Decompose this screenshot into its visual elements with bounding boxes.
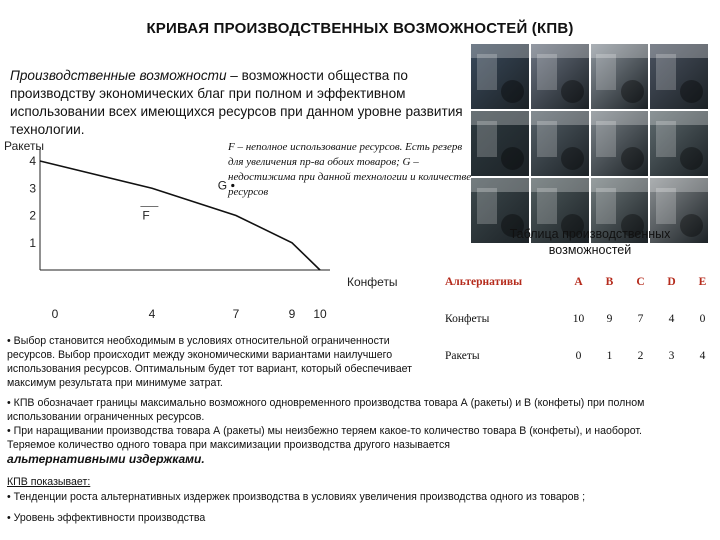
bullet-choice: • Выбор становится необходимым в условиях относительной ограниченности ресурсов. Выбор происходит между экономическими вариантами наилучшего использования ресурсов. Оптимальным будет тот вариант, который обеспечивает максимум результата при минимуме затрат. <box>7 335 413 389</box>
table-header-cell: Альтернативы <box>445 275 523 288</box>
table-header-row <box>441 263 718 300</box>
table-row-label: Ракеты <box>445 349 480 362</box>
table-cell: 0 <box>699 312 706 325</box>
table-cell: 4 <box>668 312 675 325</box>
kpv-shows-item-costs: • Тенденции роста альтернативных издержек производства в условиях увеличения производства одного из товаров ; <box>7 491 586 503</box>
factory-photo <box>650 111 708 176</box>
x-tick-label: 10 <box>313 307 327 321</box>
y-axis-label: Ракеты <box>4 139 45 153</box>
y-tick-label: 1 <box>29 235 36 250</box>
x-tick-label: 7 <box>232 307 240 321</box>
table-row <box>441 337 718 374</box>
table-header-cell: B <box>605 275 614 288</box>
point-label-g: G <box>217 178 228 193</box>
factory-photo <box>531 44 589 109</box>
bullet-opportunity-cost <box>7 424 647 452</box>
factory-photo-collage <box>471 44 708 243</box>
table-row-label: Конфеты <box>445 312 490 325</box>
chart-legend-note: F – неполное использование ресурсов. Есть резерв для увеличения пр-ва обоих товаров; G – недостижима при данной технологии и количестве ресурсов <box>228 141 472 198</box>
bullet-kpv-bounds: • КПВ обозначает границы максимально возможного одновременного производства товара А (ракеты) и В (конфеты) при полном использовании ограниченных ресурсов. <box>7 397 645 423</box>
factory-photo <box>471 44 529 109</box>
factory-photo <box>471 111 529 176</box>
table-cell: 0 <box>575 349 582 362</box>
y-tick-label: 4 <box>29 154 36 168</box>
table-header-cell: C <box>636 275 645 288</box>
factory-photo <box>591 111 649 176</box>
definition-body: – возможности общества по производству экономических благ при полном и эффективном использовании всех имеющихся ресурсов при данном уровне развития технологии. <box>10 68 463 137</box>
bullets-kpv <box>7 396 647 466</box>
definition-paragraph <box>10 67 472 139</box>
table-title: Таблица производственных возможностей <box>509 227 671 257</box>
kpv-shows-item-efficiency: • Уровень эффективности производства <box>7 512 206 524</box>
factory-photo <box>650 44 708 109</box>
table-cell: 1 <box>606 349 613 362</box>
table-cell: 2 <box>637 349 644 362</box>
bullet-opportunity-text: • При наращивании производства товара А (ракеты) мы неизбежно теряем какое-то количество товара В (конфеты), и наоборот. Теряемое количество одного товара при максимизации производства другого называется <box>7 425 642 451</box>
y-tick-label: 2 <box>29 208 36 223</box>
kpv-shows-heading: КПВ показывает: <box>7 476 91 488</box>
table-cell: 3 <box>668 349 675 362</box>
slide-title: КРИВАЯ ПРОИЗВОДСТВЕННЫХ ВОЗМОЖНОСТЕЙ (КПВ) <box>146 20 574 37</box>
x-axis-label: Конфеты <box>347 275 398 289</box>
y-tick-label: 3 <box>29 181 36 196</box>
table-cell: 10 <box>572 312 585 325</box>
table-row <box>441 300 718 337</box>
table-header-cell: D <box>667 275 676 288</box>
point-label-f: F <box>142 208 150 223</box>
alternatives-table <box>441 263 718 374</box>
table-cell: 7 <box>637 312 644 325</box>
table-cell: 9 <box>606 312 613 325</box>
x-tick-label: 4 <box>148 307 156 321</box>
x-tick-label: 9 <box>288 307 296 321</box>
definition-term: Производственные возможности <box>10 68 227 83</box>
table-header-cell: A <box>574 275 583 288</box>
table-header-cell: E <box>698 275 707 288</box>
table-cell: 4 <box>699 349 706 362</box>
factory-photo <box>531 111 589 176</box>
x-tick-label: 0 <box>51 307 59 321</box>
opportunity-cost-term: альтернативными издержками. <box>7 452 205 466</box>
factory-photo <box>591 44 649 109</box>
